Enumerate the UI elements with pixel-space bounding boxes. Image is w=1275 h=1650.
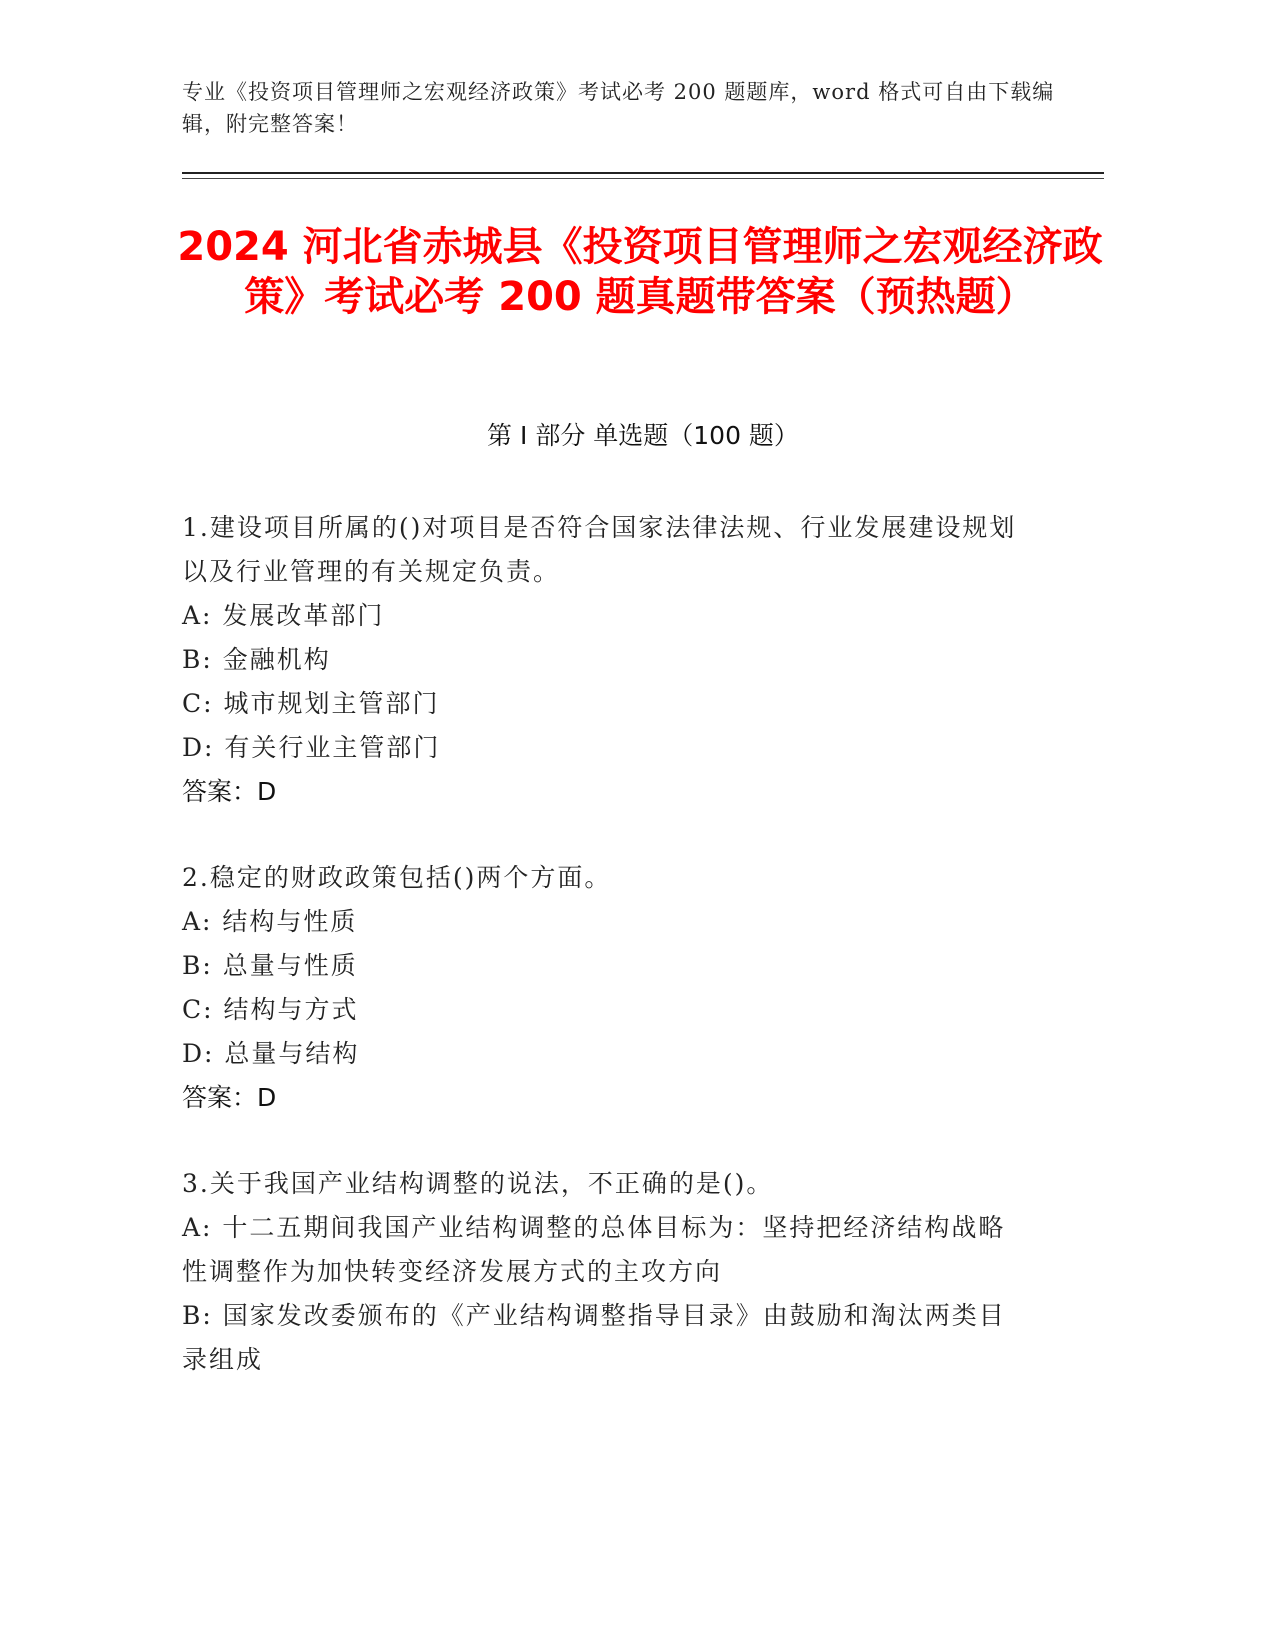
option-a: A: 结构与性质	[182, 907, 358, 936]
option-a: A: 发展改革部门	[182, 601, 385, 630]
question-text: 3.关于我国产业结构调整的说法，不正确的是()。	[182, 1169, 774, 1198]
question-list	[182, 506, 1032, 1424]
question-text: 2.稳定的财政政策包括()两个方面。	[182, 863, 612, 892]
answer: 答案：D	[182, 777, 277, 806]
question-1	[182, 506, 1032, 814]
option-c: C: 结构与方式	[182, 995, 359, 1024]
question-2	[182, 856, 1032, 1120]
question-text: 1.建设项目所属的()对项目是否符合国家法律法规、行业发展建设规划以及行业管理的有关规定负责。	[182, 513, 1017, 586]
section-title: 第 I 部分 单选题（100 题）	[487, 421, 799, 450]
option-b: B: 总量与性质	[182, 951, 358, 980]
header-rule-thin	[182, 178, 1104, 179]
option-b: B: 国家发改委颁布的《产业结构调整指导目录》由鼓励和淘汰两类目录组成	[182, 1301, 1006, 1374]
document-title: 2024 河北省赤城县《投资项目管理师之宏观经济政策》考试必考 200 题真题带答案（预热题）	[177, 224, 1103, 320]
question-3	[182, 1162, 1032, 1382]
option-d: D: 有关行业主管部门	[182, 733, 441, 762]
option-c: C: 城市规划主管部门	[182, 689, 440, 718]
header-rule-thick	[182, 172, 1104, 174]
answer: 答案：D	[182, 1083, 277, 1112]
header-note: 专业《投资项目管理师之宏观经济政策》考试必考 200 题题库，word 格式可自由下载编辑，附完整答案！	[182, 80, 1055, 136]
option-a: A: 十二五期间我国产业结构调整的总体目标为：坚持把经济结构战略性调整作为加快转变经济发展方式的主攻方向	[182, 1213, 1006, 1286]
option-d: D: 总量与结构	[182, 1039, 360, 1068]
option-b: B: 金融机构	[182, 645, 331, 674]
